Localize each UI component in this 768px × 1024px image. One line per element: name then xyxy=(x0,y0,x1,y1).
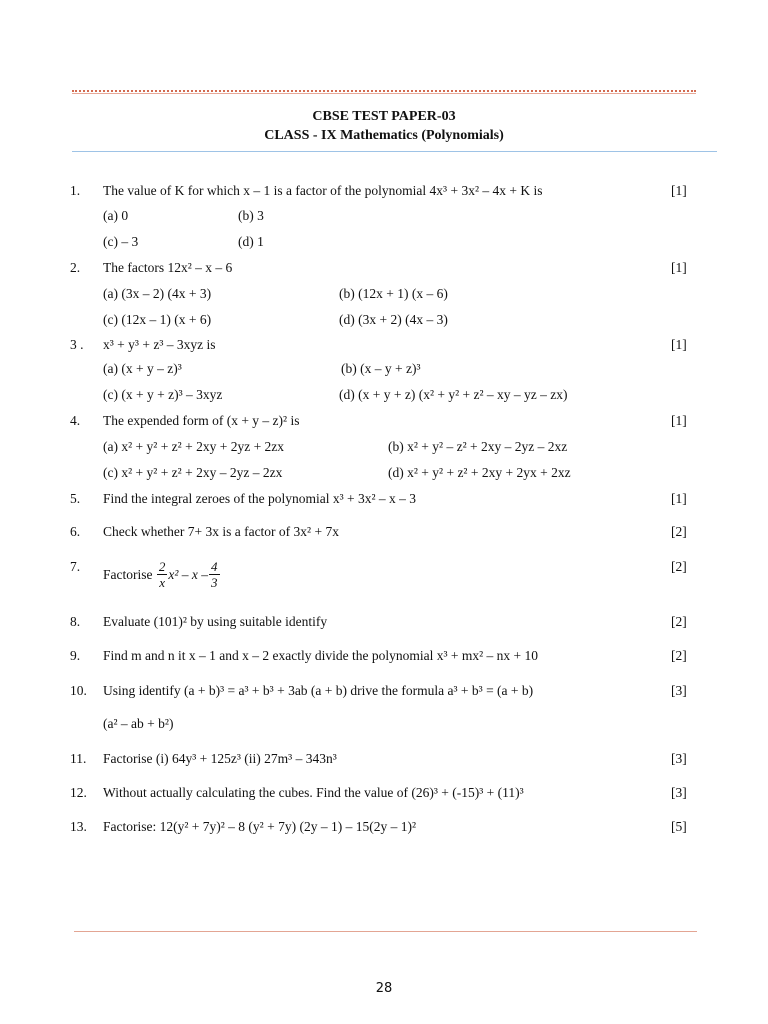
question-text: The expended form of (x + y – z)² is xyxy=(103,413,300,428)
question-number: 11. xyxy=(70,751,87,766)
question-text: Check whether 7+ 3x is a factor of 3x² + 7x xyxy=(103,524,339,539)
option-b: (b) (x – y + z)³ xyxy=(341,361,421,376)
question-number: 1. xyxy=(70,183,81,198)
fraction-numerator: 4 xyxy=(211,559,218,574)
question-text: Evaluate (101)² by using suitable identify xyxy=(103,614,328,629)
option-d: (d) 1 xyxy=(238,234,264,249)
option-a: (a) x² + y² + z² + 2xy + 2yz + 2zx xyxy=(103,439,285,454)
question-marks: [5] xyxy=(671,819,687,834)
question-number: 2. xyxy=(70,260,81,275)
footer-rule xyxy=(74,931,697,932)
question-text xyxy=(103,559,221,590)
question-number: 7. xyxy=(70,559,81,574)
option-d: (d) x² + y² + z² + 2xy + 2yx + 2xz xyxy=(388,465,571,480)
question-marks: [2] xyxy=(671,648,687,663)
question-marks: [3] xyxy=(671,785,687,800)
fraction-four-over-three xyxy=(209,559,220,590)
question-marks: [1] xyxy=(671,337,687,352)
question-text: Find the integral zeroes of the polynomial x³ + 3x² – x – 3 xyxy=(103,491,417,506)
option-c: (c) x² + y² + z² + 2xy – 2yz – 2zx xyxy=(103,465,283,480)
paper-title: CBSE TEST PAPER-03 xyxy=(312,109,456,124)
question-marks: [1] xyxy=(671,413,687,428)
question-text: Using identify (a + b)³ = a³ + b³ + 3ab (a + b) drive the formula a³ + b³ = (a + b) xyxy=(103,683,534,698)
question-number: 5. xyxy=(70,491,81,506)
option-b: (b) (12x + 1) (x – 6) xyxy=(339,286,448,301)
option-d: (d) (x + y + z) (x² + y² + z² – xy – yz – zx) xyxy=(339,387,568,402)
question-number: 10. xyxy=(70,683,87,698)
question-marks: [1] xyxy=(671,260,687,275)
top-rule xyxy=(72,93,696,94)
option-a: (a) (3x – 2) (4x + 3) xyxy=(103,286,212,301)
question-number: 6. xyxy=(70,524,81,539)
question-number: 12. xyxy=(70,785,87,800)
page-number: 28 xyxy=(375,981,393,996)
option-d: (d) (3x + 2) (4x – 3) xyxy=(339,312,448,327)
fraction-denominator: 3 xyxy=(211,575,218,590)
question-number: 8. xyxy=(70,614,81,629)
factorise-label: Factorise xyxy=(103,567,153,582)
option-c: (c) (x + y + z)³ – 3xyz xyxy=(103,387,223,402)
question-number: 4. xyxy=(70,413,81,428)
question-text: Factorise: 12(y² + 7y)² – 8 (y² + 7y) (2y – 1) – 15(2y – 1)² xyxy=(103,819,416,834)
question-marks: [2] xyxy=(671,559,687,574)
option-c: (c) – 3 xyxy=(103,234,139,249)
question-marks: [2] xyxy=(671,614,687,629)
header-rule xyxy=(72,151,717,152)
question-marks: [2] xyxy=(671,524,687,539)
question-marks: [3] xyxy=(671,683,687,698)
question-text: Without actually calculating the cubes. Find the value of (26)³ + (-15)³ + (11)³ xyxy=(103,785,524,800)
question-text-continued: (a² – ab + b²) xyxy=(103,716,174,731)
expression-middle: x² – x – xyxy=(168,567,209,582)
question-number: 13. xyxy=(70,819,87,834)
option-a: (a) 0 xyxy=(103,208,129,223)
option-b: (b) x² + y² – z² + 2xy – 2yz – 2xz xyxy=(388,439,568,454)
question-text: The factors 12x² – x – 6 xyxy=(103,260,233,275)
paper-subtitle: CLASS - IX Mathematics (Polynomials) xyxy=(264,128,504,143)
question-marks: [3] xyxy=(671,751,687,766)
option-c: (c) (12x – 1) (x + 6) xyxy=(103,312,212,327)
fraction-numerator: 2 xyxy=(158,559,166,574)
question-text: x³ + y³ + z³ – 3xyz is xyxy=(103,337,216,352)
top-dotted-rule xyxy=(72,90,696,92)
question-text: The value of K for which x – 1 is a factor of the polynomial 4x³ + 3x² – 4x + K is xyxy=(103,183,543,198)
fraction-two-over-x xyxy=(157,559,168,590)
fraction-denominator: x xyxy=(159,575,166,590)
question-marks: [1] xyxy=(671,491,687,506)
option-b: (b) 3 xyxy=(238,208,264,223)
question-marks: [1] xyxy=(671,183,687,198)
option-a: (a) (x + y – z)³ xyxy=(103,361,182,376)
question-number: 3 . xyxy=(70,337,84,352)
question-text: Find m and n it x – 1 and x – 2 exactly divide the polynomial x³ + mx² – nx + 10 xyxy=(103,648,539,663)
question-number: 9. xyxy=(70,648,81,663)
question-text: Factorise (i) 64y³ + 125z³ (ii) 27m³ – 343n³ xyxy=(103,751,337,766)
